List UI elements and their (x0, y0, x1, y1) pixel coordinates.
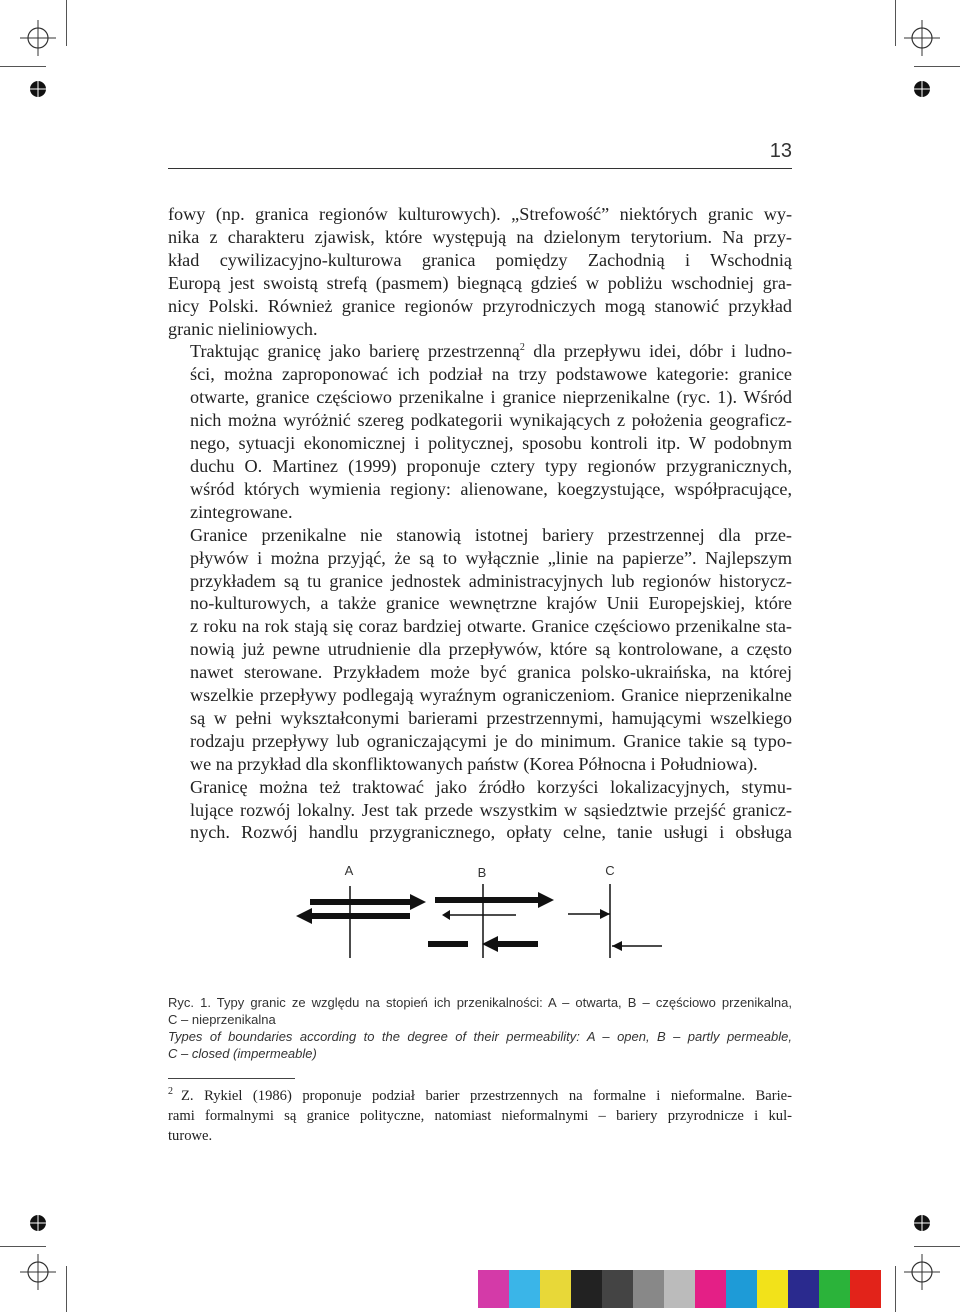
footnote-line: rami formalnymi są granice polityczne, natomiast nieformalnymi – bariery przyrodnicze i kul- (168, 1108, 792, 1124)
crop-mark (914, 66, 960, 67)
registration-dot-icon (911, 78, 933, 100)
registration-mark-icon (904, 20, 940, 56)
paragraph (168, 203, 792, 340)
printer-color-bar (478, 1270, 881, 1308)
text-line: nego, sytuacji ekonomicznej i politycznej, sposobu kontroli itp. W podobnym (190, 433, 792, 454)
text-line: zintegrowane. (190, 501, 293, 522)
page-number: 13 (769, 140, 792, 162)
color-swatch (664, 1270, 695, 1308)
header-rule (168, 168, 792, 169)
color-swatch (726, 1270, 757, 1308)
footnote-line: turowe. (168, 1128, 213, 1144)
text-line: są w pełni wykształconymi barierami przestrzennymi, hamującymi wszelkiego (190, 707, 792, 728)
footnote-marker: 2 (168, 1086, 173, 1097)
text-line: lujące rozwój lokalny. Jest tak przede wszystkim w sąsiedztwie przejść granicz- (190, 799, 792, 820)
footnote-rule (168, 1078, 295, 1079)
text-line: nika z charakteru zjawisk, które występują na dzielonym terytorium. Na przy- (168, 226, 792, 247)
paragraph (168, 524, 792, 776)
registration-dot-icon (27, 78, 49, 100)
caption-line: C – nieprzenikalna (168, 1012, 276, 1027)
registration-mark-icon (904, 1254, 940, 1290)
caption-text: Typy granic ze względu na stopień ich przenikalności: A – otwarta, B – częściowo przenikalna, (210, 995, 792, 1010)
figure-label-c: C (605, 863, 615, 878)
text-fragment: dla przepływu idei, dóbr i ludno- (524, 341, 793, 362)
open-boundary-diagram (296, 886, 426, 958)
text-line: nawet sterowane. Przykładem może być granica polsko-ukraińska, na której (190, 662, 792, 683)
text-line: otwarte, granice częściowo przenikalne i granice nieprzenikalne (ryc. 1). Wśród (190, 387, 792, 408)
text-line: nowią już pewne utrudnienie dla przepływów, które są kontrolowane, a często (190, 639, 792, 660)
text-line: Europą jest swoistą strefą (pasmem) biegnącą gdzieś w pobliżu wschodniej gra- (168, 272, 792, 293)
text-line (168, 340, 792, 363)
boundary-types-figure (280, 858, 680, 968)
registration-dot-icon (27, 1212, 49, 1234)
text-line: ści, można zaproponować ich podział na trzy podstawowe kategorie: granice (190, 364, 792, 385)
color-swatch (757, 1270, 788, 1308)
text-line: Granice przenikalne nie stanowią istotnej bariery przestrzennej dla prze- (190, 524, 792, 545)
body-text (168, 203, 792, 844)
footnote (168, 1086, 792, 1146)
crop-mark (895, 1266, 896, 1312)
crop-mark (0, 1246, 46, 1247)
registration-mark-icon (20, 1254, 56, 1290)
text-line: we na przykład dla skonfliktowanych państw (Korea Północna i Południowa). (190, 753, 758, 774)
text-line: z roku na rok stają się coraz bardziej otwarte. Granice częściowo przenikalne sta- (190, 616, 792, 637)
color-swatch (540, 1270, 571, 1308)
crop-mark (66, 1266, 67, 1312)
color-swatch (819, 1270, 850, 1308)
color-swatch (602, 1270, 633, 1308)
figure-caption (168, 994, 792, 1062)
text-line: rodzaju przepływy lub ograniczającymi je do minimum. Granice takie są typo- (190, 730, 792, 751)
color-swatch (478, 1270, 509, 1308)
figure-label-b: B (477, 865, 487, 880)
closed-boundary-diagram (568, 884, 662, 958)
crop-mark (895, 0, 896, 46)
text-line: Granicę można też traktować jako źródło korzyści lokalizacyjnych, stymu- (190, 776, 792, 797)
text-line: nich można wyróżnić szereg podkategorii wynikających z położenia geograficz- (190, 410, 792, 431)
text-fragment: Traktując granicę jako barierę przestrzenną (190, 341, 520, 362)
text-line: pływów i można przyjąć, że są to wyłącznie „linie na papierze”. Najlepszym (190, 547, 792, 568)
footnote-line (168, 1086, 792, 1106)
paragraph (168, 776, 792, 845)
text-line: no-kulturowych, a także granice wewnętrzne krajów Unii Europejskiej, które (190, 593, 792, 614)
text-line: wśród których wymienia regiony: alienowane, koegzystujące, współpracujące, (190, 478, 792, 499)
paragraph (168, 340, 792, 523)
color-swatch (571, 1270, 602, 1308)
color-swatch (509, 1270, 540, 1308)
text-line: granic nieliniowych. (168, 318, 318, 339)
text-line: duchu O. Martinez (1999) proponuje cztery typy regionów przygranicznych, (190, 455, 792, 476)
caption-line-english: C – closed (impermeable) (168, 1046, 317, 1061)
partly-permeable-boundary-diagram (428, 884, 554, 958)
footnote-reference: 2 (519, 342, 525, 354)
text-line: fowy (np. granica regionów kulturowych). „Strefowość” niektórych granic wy- (168, 204, 792, 224)
crop-mark (914, 1246, 960, 1247)
registration-mark-icon (20, 20, 56, 56)
color-swatch (850, 1270, 881, 1308)
text-line: kład cywilizacyjno-kulturowa granica pomiędzy Zachodnią i Wschodnią (168, 249, 792, 270)
text-line: wszelkie przepływy podlegają wyraźnym ograniczeniom. Granice nieprzenikalne (190, 685, 792, 706)
crop-mark (0, 66, 46, 67)
crop-mark (66, 0, 67, 46)
text-line: nicy Polski. Również granice regionów przyrodniczych mogą stanowić przykład (168, 295, 792, 316)
registration-dot-icon (911, 1212, 933, 1234)
text-line: nych. Rozwój handlu przygranicznego, opłaty celne, tanie usługi i obsługa (190, 822, 792, 843)
figure-label-a: A (344, 863, 354, 878)
text-line: przykładem są tu granice jednostek administracyjnych lub regionów historycz- (190, 570, 792, 591)
caption-line-english: Types of boundaries according to the degree of their permeability: A – open, B – partly permeable, (168, 1029, 792, 1044)
caption-prefix: Ryc. 1. (168, 995, 211, 1010)
color-swatch (788, 1270, 819, 1308)
color-swatch (633, 1270, 664, 1308)
color-swatch (695, 1270, 726, 1308)
footnote-text: Z. Rykiel (1986) proponuje podział barier przestrzennych na formalne i nieformalne. Barie- (181, 1088, 792, 1104)
caption-line (168, 994, 792, 1011)
